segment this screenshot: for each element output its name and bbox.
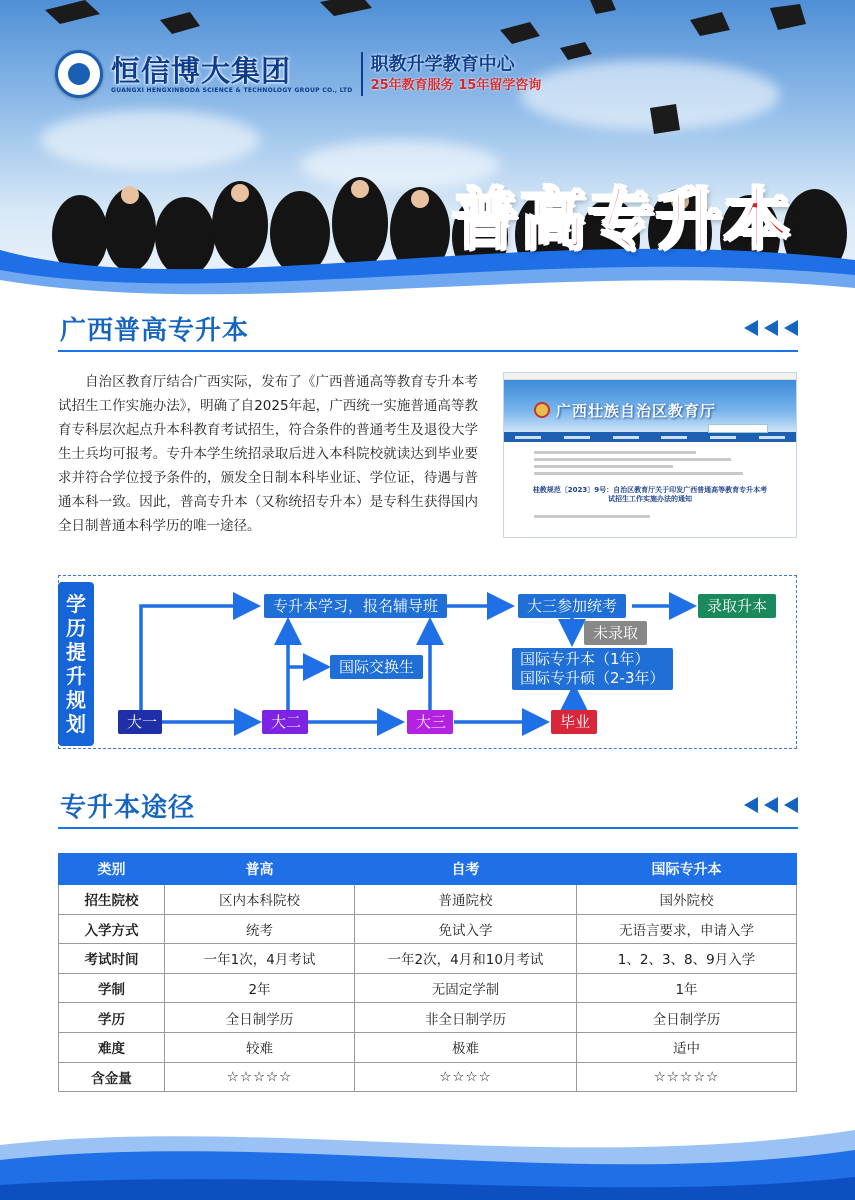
node-intl-programs: [512, 648, 673, 690]
table-row: [59, 1003, 797, 1033]
node-intl-bachelor: 国际专升本（1年）: [520, 650, 650, 668]
diagram-side-label: 学 历 提 升 规 划: [58, 582, 94, 746]
table-cell: 适中: [577, 1032, 797, 1062]
table-cell: 国外院校: [577, 885, 797, 915]
row-header: 学历: [59, 1003, 165, 1033]
node-exchange: 国际交换生: [330, 655, 423, 679]
row-header: 入学方式: [59, 914, 165, 944]
node-not-admit: 未录取: [584, 621, 647, 645]
section-header-routes: [58, 785, 798, 829]
node-year3: 大三: [407, 710, 453, 734]
triple-arrow-icon: [744, 797, 798, 813]
row-header: 考试时间: [59, 944, 165, 974]
table-cell: 极难: [355, 1032, 577, 1062]
table-cell: 全日制学历: [577, 1003, 797, 1033]
triple-arrow-icon: [744, 320, 798, 336]
brand-logo: [55, 50, 541, 98]
table-header: 普高: [165, 854, 355, 885]
site-nav: [504, 432, 796, 442]
section-title: 广西普高专升本: [60, 316, 250, 346]
table-cell: 无语言要求，申请入学: [577, 914, 797, 944]
doc-meta-lines: [504, 442, 796, 484]
node-year1: 大一: [118, 710, 162, 734]
row-header: 难度: [59, 1032, 165, 1062]
table-cell: 2年: [165, 973, 355, 1003]
node-intl-master: 国际专升硕（2-3年）: [520, 669, 665, 687]
table-header: 自考: [355, 854, 577, 885]
table-row: [59, 914, 797, 944]
table-row: [59, 885, 797, 915]
intro-paragraph: 自治区教育厅结合广西实际，发布了《广西普通高等教育专升本考试招生工作实施办法》，明确了自2025年起，广西统一实施普通高等教育专科层次起点升本科教育考试招生，符合条件的普通考生及退役大学生士兵均可报考。专升本学生统招录取后进入本科院校就读达到毕业要求并符合学位授予条件的，颁发全日制本科毕业证、学位证，待遇与普通本科一致。因此，普高专升本（又称统招专升本）是专科生获得国内全日制普通本科学历的唯一途径。: [58, 374, 478, 534]
table-header-row: [59, 854, 797, 885]
table-row: [59, 1062, 797, 1092]
table-cell: 免试入学: [355, 914, 577, 944]
footer-wave-decoration: [0, 1115, 855, 1200]
table-cell: 无固定学制: [355, 973, 577, 1003]
table-cell: 1、2、3、8、9月入学: [577, 944, 797, 974]
table-header: 国际专升本: [577, 854, 797, 885]
table-cell: 1年: [577, 973, 797, 1003]
table-cell: 普通院校: [355, 885, 577, 915]
table-cell: 较难: [165, 1032, 355, 1062]
brand-name-en: GUANGXI HENGXINBODA SCIENCE & TECHNOLOGY GROUP CO., LTD: [111, 86, 353, 94]
table-row: [59, 973, 797, 1003]
table-row: [59, 1032, 797, 1062]
row-header: 招生院校: [59, 885, 165, 915]
routes-comparison-table: [58, 853, 797, 1092]
brand-name: 恒信博大集团: [111, 53, 292, 88]
logo-divider: [361, 52, 363, 96]
table-cell: 区内本科院校: [165, 885, 355, 915]
node-study: 专升本学习，报名辅导班: [264, 594, 447, 618]
table-row: [59, 944, 797, 974]
national-emblem-icon: [534, 402, 550, 418]
table-header: 类别: [59, 854, 165, 885]
table-cell: 统考: [165, 914, 355, 944]
doc-title: 桂教规范〔2023〕9号：自治区教育厅关于印发广西普通高等教育专升本考试招生工作实施办法的通知: [532, 486, 768, 503]
star-rating: ☆☆☆☆☆: [577, 1062, 797, 1092]
row-header: 含金量: [59, 1062, 165, 1092]
hero-title: 普高专升本: [452, 181, 792, 258]
star-rating: ☆☆☆☆☆: [165, 1062, 355, 1092]
site-name: 广西壮族自治区教育厅: [556, 402, 717, 420]
node-exam: 大三参加统考: [518, 594, 626, 618]
search-box: [708, 424, 768, 433]
company-seal-icon: [55, 50, 103, 98]
table-cell: 一年1次，4月考试: [165, 944, 355, 974]
node-graduate: 毕业: [551, 710, 597, 734]
section-title: 专升本途径: [60, 793, 196, 823]
brand-center: 职教升学教育中心: [370, 54, 515, 75]
node-year2: 大二: [262, 710, 308, 734]
section-header-intro: [58, 308, 798, 352]
table-cell: 非全日制学历: [355, 1003, 577, 1033]
hero-banner: [0, 0, 855, 300]
table-cell: 一年2次，4月和10月考试: [355, 944, 577, 974]
star-rating: ☆☆☆☆: [355, 1062, 577, 1092]
brand-tagline: 25年教育服务 15年留学咨询: [370, 78, 542, 93]
node-admit: 录取升本: [698, 594, 776, 618]
row-header: 学制: [59, 973, 165, 1003]
policy-webpage-screenshot: [503, 372, 797, 538]
table-cell: 全日制学历: [165, 1003, 355, 1033]
